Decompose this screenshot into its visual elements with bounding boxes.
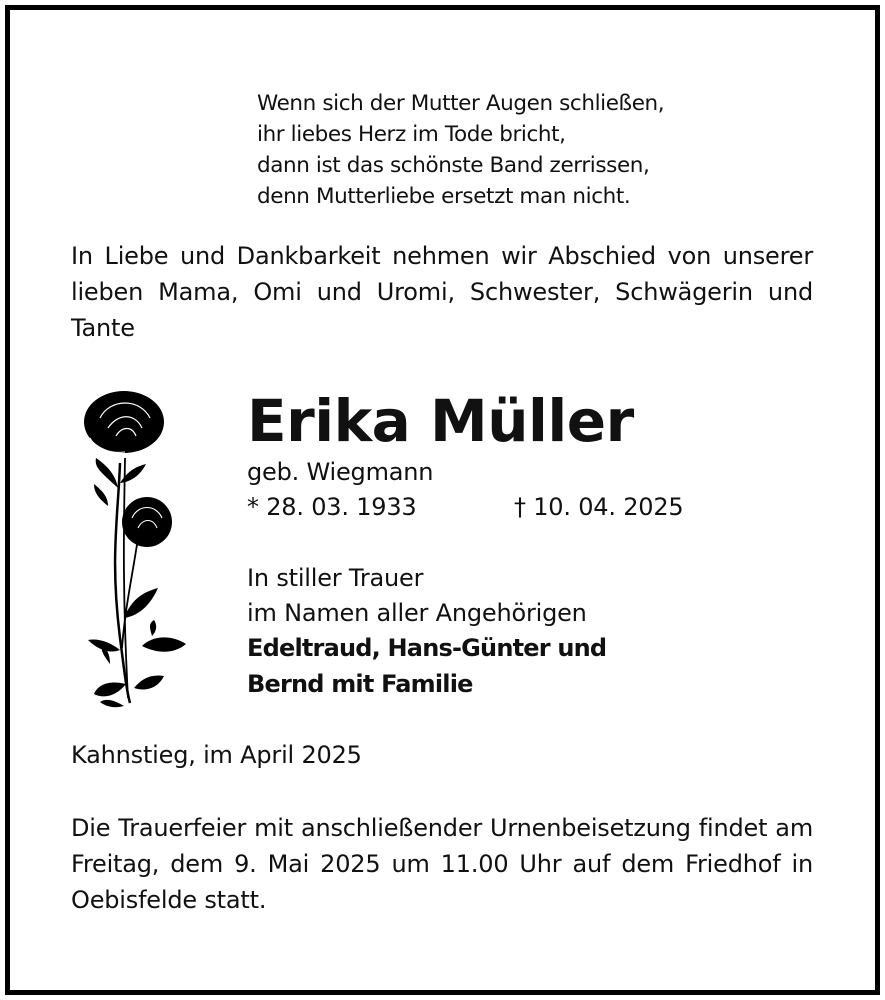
poem-line: dann ist das schönste Band zerrissen, [257,153,650,178]
birth-date: * 28. 03. 1933 [247,493,417,521]
poem-line: ihr liebes Herz im Tode bricht, [257,122,566,147]
service-text: Die Trauerfeier mit anschließender Urnenbeisetzung findet am Freitag, dem 9. Mai 2025 um 11.00 Uhr auf dem Friedhof in Oebisfelde statt. [71,814,813,914]
mourning-line: In stiller Trauer [247,564,424,592]
death-date: † 10. 04. 2025 [514,493,684,521]
mourner-names: Edeltraud, Hans-Günter und [247,634,607,662]
poem [257,88,857,212]
poem-line: Wenn sich der Mutter Augen schließen, [257,91,665,116]
mourning-line: im Namen aller Angehörigen [247,599,587,627]
mourner-names: Bernd mit Familie [247,670,473,698]
poem-line: denn Mutterliebe ersetzt man nicht. [257,184,631,209]
intro-text: In Liebe und Dankbarkeit nehmen wir Abschied von unserer lieben Mama, Omi und Uromi, Schwester, Schwägerin und Tante [71,242,813,342]
rose-icon [80,388,190,710]
deceased-name: Erika Müller [247,387,634,455]
maiden-name: geb. Wiegmann [247,458,434,486]
place-date: Kahnstieg, im April 2025 [71,741,362,769]
